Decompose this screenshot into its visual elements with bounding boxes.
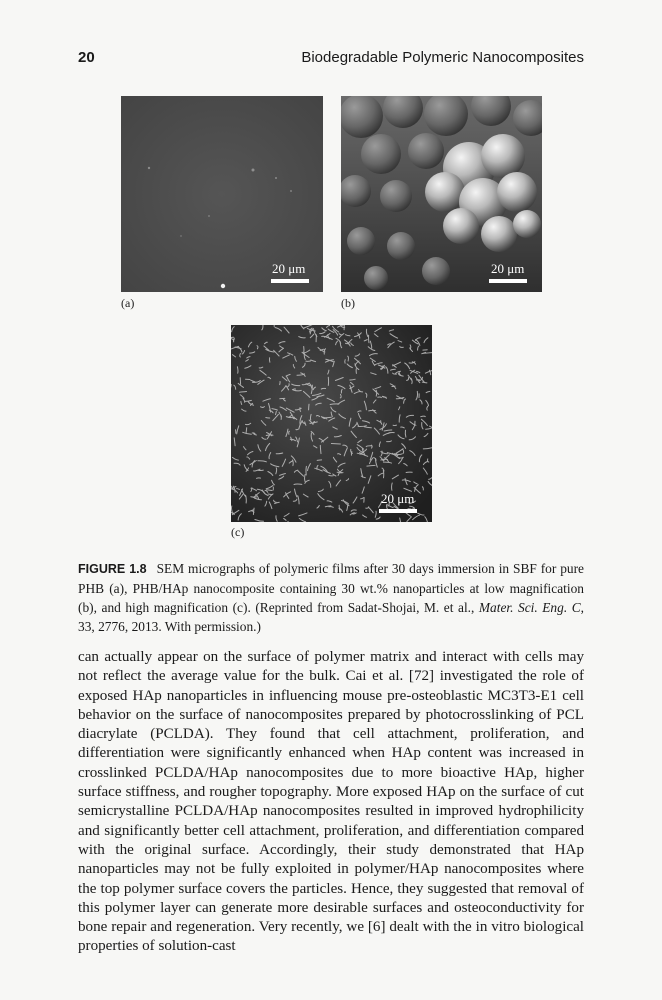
crystal-needle: [246, 428, 247, 433]
panel-label-c: (c): [231, 525, 245, 539]
scale-bar-b: [489, 279, 527, 283]
body-paragraph: can actually appear on the surface of polymer matrix and interact with cells may not reflect the average value for the bulk. Cai et al. [72] investigated the role of exposed HAp nanoparticles in influencing mouse pre-osteoblastic MC3T3-E1 cell behavior on the surface of nanocomposites prepared by photocrosslinking of PCL diacrylate (PCLDA). They found that cell attachment, proliferation, and differentiation were significantly enhanced when HAp content was increased in crosslinked PCLDA/HAp nanocomposites due to more bioactive HAp, higher surface stiffness, and rougher topography. More exposed HAp on the surface of cut semicrystalline PCLDA/HAp nanocomposites resulted in improved hydrophilicity and significantly better cell attachment, proliferation, and differentiation compared with the original surface. Accordingly, their study demonstrated that HAp nanoparticles may not be fully exploited in polymer/HAp nanocomposites where the top polymer surface covers the particles. Hence, they suggested that removal of this polymer layer can generate more desirable surfaces and osteoconductivity for bone repair and regeneration. Very recently, we [6] dealt with the in vitro biological properties of solution-cast: [78, 649, 584, 955]
figure-caption-label: FIGURE 1.8: [78, 562, 147, 576]
figure-caption-journal: Mater. Sci. Eng. C: [478, 600, 581, 615]
figure-caption-text: SEM micrographs of polymeric films after 30 days immersion in SBF for pure PHB (a), PHB/HAp nanocomposite containing 30 wt.% nanoparticles at low magnification (b), and high magnification (c). (Reprinted from Sadat-Shojai, M. et al.,: [78, 561, 584, 615]
figure-caption-text-end: , 33, 2776, 2013. With permission.): [78, 600, 584, 634]
crystal-needle: [305, 475, 306, 482]
crystal-needle: [310, 414, 311, 420]
page-header: [78, 49, 584, 71]
crystal-needle: [378, 397, 382, 398]
crystal-needle: [266, 418, 270, 419]
scale-bar-c: [379, 509, 417, 513]
crystal-needle: [237, 367, 238, 374]
micrograph-b: [341, 96, 542, 292]
page-number: 20: [78, 49, 95, 66]
scale-bar-a: [271, 279, 309, 283]
running-title: Biodegradable Polymeric Nanocomposites: [301, 49, 584, 66]
crystal-needle: [324, 417, 331, 418]
micrograph-c: [231, 325, 432, 522]
crystal-needle: [331, 444, 340, 445]
crystal-needle: [294, 484, 302, 485]
crystal-needle: [421, 416, 426, 417]
crystal-needle: [317, 460, 321, 461]
scale-label-a: 20 μm: [272, 261, 306, 276]
scale-label-c: 20 μm: [381, 491, 415, 506]
micrograph-a: [121, 96, 323, 292]
panel-label-a: (a): [121, 296, 135, 310]
scale-label-b: 20 μm: [491, 261, 525, 276]
figure-caption: [78, 559, 584, 636]
panel-label-b: (b): [341, 296, 355, 310]
